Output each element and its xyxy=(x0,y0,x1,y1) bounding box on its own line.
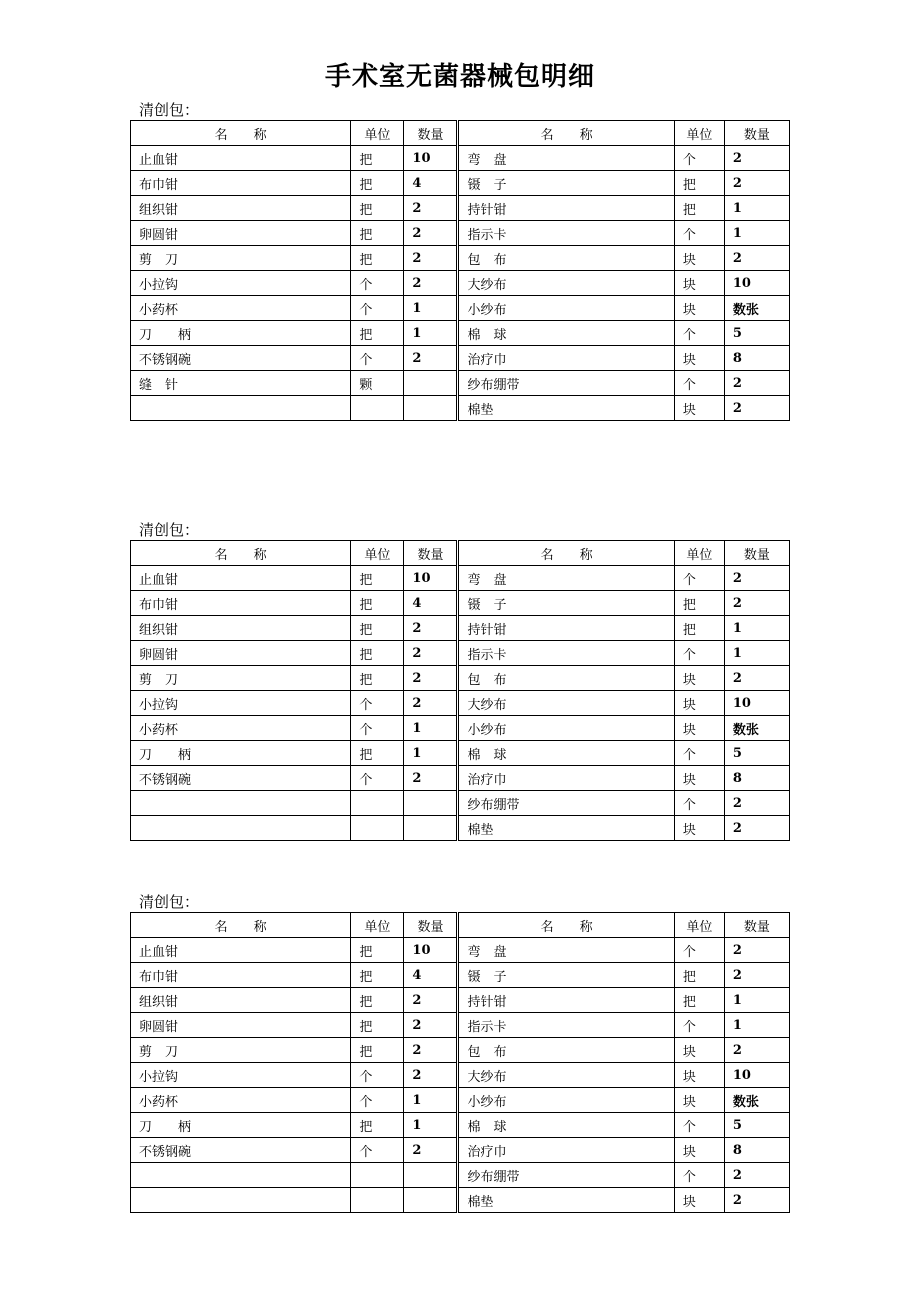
item-qty: 2 xyxy=(404,271,458,296)
item-unit: 块 xyxy=(674,1063,724,1088)
item-qty xyxy=(404,396,458,421)
header-unit: 单位 xyxy=(674,541,724,566)
item-name: 小药杯 xyxy=(131,296,351,321)
item-name: 棉 球 xyxy=(458,321,674,346)
item-name: 弯 盘 xyxy=(458,938,674,963)
item-unit: 个 xyxy=(674,1113,724,1138)
item-name: 剪 刀 xyxy=(131,246,351,271)
item-name: 不锈钢碗 xyxy=(131,346,351,371)
item-qty: 5 xyxy=(724,321,789,346)
table-row xyxy=(131,641,790,666)
item-unit: 把 xyxy=(674,196,724,221)
table-row xyxy=(131,296,790,321)
item-name: 持针钳 xyxy=(458,196,674,221)
item-name: 弯 盘 xyxy=(458,146,674,171)
item-name xyxy=(131,396,351,421)
item-qty xyxy=(404,816,458,841)
item-name: 不锈钢碗 xyxy=(131,1138,351,1163)
item-unit: 个 xyxy=(351,1063,404,1088)
instrument-table xyxy=(130,120,790,421)
item-unit: 个 xyxy=(351,716,404,741)
item-name xyxy=(131,816,351,841)
item-qty: 2 xyxy=(724,791,789,816)
item-name xyxy=(131,1163,351,1188)
item-qty: 2 xyxy=(724,816,789,841)
item-unit: 个 xyxy=(351,346,404,371)
item-unit: 把 xyxy=(351,221,404,246)
item-unit: 块 xyxy=(674,1088,724,1113)
item-qty: 1 xyxy=(404,321,458,346)
item-name: 棉垫 xyxy=(458,396,674,421)
item-unit: 把 xyxy=(674,591,724,616)
table-header-row xyxy=(131,121,790,146)
item-unit: 块 xyxy=(674,271,724,296)
table-row xyxy=(131,791,790,816)
table-row xyxy=(131,1038,790,1063)
header-qty: 数量 xyxy=(404,913,458,938)
item-qty: 8 xyxy=(724,1138,789,1163)
item-name: 指示卡 xyxy=(458,1013,674,1038)
item-unit: 把 xyxy=(674,963,724,988)
item-unit: 块 xyxy=(674,666,724,691)
item-unit: 个 xyxy=(674,1013,724,1038)
table-row xyxy=(131,1188,790,1213)
table-header-row xyxy=(131,541,790,566)
item-unit: 把 xyxy=(351,146,404,171)
section-label: 清创包： xyxy=(139,521,200,539)
item-qty: 10 xyxy=(724,271,789,296)
table-row xyxy=(131,171,790,196)
item-qty xyxy=(404,371,458,396)
table-row xyxy=(131,396,790,421)
item-unit: 块 xyxy=(674,296,724,321)
item-unit: 把 xyxy=(351,616,404,641)
table-row xyxy=(131,666,790,691)
item-qty: 10 xyxy=(404,566,458,591)
item-unit: 把 xyxy=(351,666,404,691)
header-qty: 数量 xyxy=(404,121,458,146)
item-unit: 个 xyxy=(674,791,724,816)
item-name: 布巾钳 xyxy=(131,171,351,196)
table-row xyxy=(131,346,790,371)
item-name: 不锈钢碗 xyxy=(131,766,351,791)
item-qty: 数张 xyxy=(724,1088,789,1113)
table-row xyxy=(131,246,790,271)
item-unit: 个 xyxy=(351,1088,404,1113)
item-name: 止血钳 xyxy=(131,566,351,591)
item-name: 大纱布 xyxy=(458,691,674,716)
item-name: 小纱布 xyxy=(458,716,674,741)
item-unit: 个 xyxy=(674,566,724,591)
item-name: 纱布绷带 xyxy=(458,371,674,396)
item-unit: 块 xyxy=(674,396,724,421)
item-qty: 1 xyxy=(404,741,458,766)
item-unit xyxy=(351,396,404,421)
item-unit: 颗 xyxy=(351,371,404,396)
item-unit: 块 xyxy=(674,246,724,271)
item-qty: 2 xyxy=(404,1038,458,1063)
item-unit: 块 xyxy=(674,816,724,841)
item-name: 镊 子 xyxy=(458,963,674,988)
item-qty: 2 xyxy=(724,1163,789,1188)
instrument-table xyxy=(130,912,790,1213)
item-qty: 2 xyxy=(404,691,458,716)
item-unit: 块 xyxy=(674,1038,724,1063)
table-row xyxy=(131,938,790,963)
item-qty: 2 xyxy=(404,1063,458,1088)
item-unit xyxy=(351,791,404,816)
item-name: 棉 球 xyxy=(458,1113,674,1138)
table-row xyxy=(131,716,790,741)
item-unit: 个 xyxy=(351,271,404,296)
item-name xyxy=(131,1188,351,1213)
item-qty: 1 xyxy=(404,716,458,741)
table-row xyxy=(131,146,790,171)
item-qty: 2 xyxy=(724,171,789,196)
item-qty: 2 xyxy=(404,988,458,1013)
item-name: 小药杯 xyxy=(131,716,351,741)
document-title: 手术室无菌器械包明细 xyxy=(324,62,595,92)
item-unit: 把 xyxy=(674,171,724,196)
item-qty: 10 xyxy=(404,938,458,963)
item-qty: 2 xyxy=(724,1038,789,1063)
item-qty: 数张 xyxy=(724,716,789,741)
item-name: 剪 刀 xyxy=(131,1038,351,1063)
item-unit: 块 xyxy=(674,766,724,791)
item-name: 棉 球 xyxy=(458,741,674,766)
item-unit: 把 xyxy=(351,1013,404,1038)
item-name: 包 布 xyxy=(458,666,674,691)
header-name: 名 称 xyxy=(131,913,351,938)
table-row xyxy=(131,1138,790,1163)
item-qty: 2 xyxy=(404,766,458,791)
item-qty: 4 xyxy=(404,171,458,196)
table-row xyxy=(131,691,790,716)
item-qty: 5 xyxy=(724,741,789,766)
item-unit: 块 xyxy=(674,346,724,371)
item-name: 纱布绷带 xyxy=(458,1163,674,1188)
item-name: 棉垫 xyxy=(458,816,674,841)
item-name: 镊 子 xyxy=(458,591,674,616)
item-unit: 把 xyxy=(351,591,404,616)
header-name: 名 称 xyxy=(131,121,351,146)
table-row xyxy=(131,321,790,346)
table-row xyxy=(131,766,790,791)
header-unit: 单位 xyxy=(674,913,724,938)
table-row xyxy=(131,988,790,1013)
item-name: 治疗巾 xyxy=(458,346,674,371)
item-qty: 1 xyxy=(724,196,789,221)
item-qty: 数张 xyxy=(724,296,789,321)
item-unit: 把 xyxy=(351,566,404,591)
table-row xyxy=(131,221,790,246)
item-unit: 把 xyxy=(674,988,724,1013)
item-name: 布巾钳 xyxy=(131,591,351,616)
item-name: 治疗巾 xyxy=(458,1138,674,1163)
header-unit: 单位 xyxy=(674,121,724,146)
item-name: 包 布 xyxy=(458,1038,674,1063)
header-qty: 数量 xyxy=(404,541,458,566)
item-name: 纱布绷带 xyxy=(458,791,674,816)
item-qty: 1 xyxy=(724,988,789,1013)
item-name: 卵圆钳 xyxy=(131,641,351,666)
item-unit: 个 xyxy=(674,146,724,171)
item-qty: 10 xyxy=(404,146,458,171)
item-name: 组织钳 xyxy=(131,616,351,641)
item-qty: 2 xyxy=(404,666,458,691)
item-name: 治疗巾 xyxy=(458,766,674,791)
item-qty: 5 xyxy=(724,1113,789,1138)
item-unit: 把 xyxy=(351,641,404,666)
item-unit: 把 xyxy=(351,988,404,1013)
item-qty: 2 xyxy=(724,1188,789,1213)
item-name: 小拉钩 xyxy=(131,1063,351,1088)
item-name: 小拉钩 xyxy=(131,271,351,296)
item-qty: 10 xyxy=(724,691,789,716)
table-row xyxy=(131,1013,790,1038)
item-name: 止血钳 xyxy=(131,146,351,171)
item-qty: 1 xyxy=(724,641,789,666)
header-unit: 单位 xyxy=(351,541,404,566)
item-qty: 2 xyxy=(724,566,789,591)
header-qty: 数量 xyxy=(724,121,789,146)
item-name: 小药杯 xyxy=(131,1088,351,1113)
item-name: 大纱布 xyxy=(458,271,674,296)
table-row xyxy=(131,741,790,766)
item-unit: 把 xyxy=(351,171,404,196)
item-qty: 2 xyxy=(404,346,458,371)
header-qty: 数量 xyxy=(724,913,789,938)
item-unit: 块 xyxy=(674,1188,724,1213)
item-unit: 个 xyxy=(351,691,404,716)
item-qty: 2 xyxy=(724,371,789,396)
item-unit: 把 xyxy=(674,616,724,641)
item-name: 持针钳 xyxy=(458,616,674,641)
item-qty: 2 xyxy=(724,938,789,963)
item-qty: 2 xyxy=(724,666,789,691)
item-unit: 个 xyxy=(351,766,404,791)
table-row xyxy=(131,566,790,591)
table-row xyxy=(131,616,790,641)
item-unit: 个 xyxy=(674,371,724,396)
item-unit: 个 xyxy=(674,221,724,246)
table-row xyxy=(131,196,790,221)
item-unit: 个 xyxy=(674,741,724,766)
item-unit: 把 xyxy=(351,321,404,346)
item-unit: 把 xyxy=(351,938,404,963)
item-qty: 2 xyxy=(724,246,789,271)
item-name: 包 布 xyxy=(458,246,674,271)
item-qty: 2 xyxy=(724,591,789,616)
item-unit: 个 xyxy=(674,641,724,666)
item-name: 镊 子 xyxy=(458,171,674,196)
item-unit: 个 xyxy=(674,938,724,963)
item-name: 刀 柄 xyxy=(131,1113,351,1138)
item-unit xyxy=(351,1188,404,1213)
item-qty xyxy=(404,1188,458,1213)
item-qty: 2 xyxy=(404,616,458,641)
item-qty: 2 xyxy=(404,1138,458,1163)
table-row xyxy=(131,1063,790,1088)
item-name: 组织钳 xyxy=(131,196,351,221)
item-qty: 8 xyxy=(724,346,789,371)
item-qty: 10 xyxy=(724,1063,789,1088)
item-qty: 1 xyxy=(724,616,789,641)
item-unit: 把 xyxy=(351,1038,404,1063)
item-qty: 2 xyxy=(404,1013,458,1038)
item-unit: 把 xyxy=(351,963,404,988)
item-name: 小拉钩 xyxy=(131,691,351,716)
item-unit: 块 xyxy=(674,1138,724,1163)
item-name: 小纱布 xyxy=(458,1088,674,1113)
item-unit xyxy=(351,1163,404,1188)
item-qty: 1 xyxy=(404,296,458,321)
item-name: 刀 柄 xyxy=(131,741,351,766)
table-row xyxy=(131,963,790,988)
item-unit: 个 xyxy=(351,1138,404,1163)
table-row xyxy=(131,271,790,296)
item-unit: 块 xyxy=(674,691,724,716)
table-row xyxy=(131,1113,790,1138)
header-name: 名 称 xyxy=(458,121,674,146)
item-unit xyxy=(351,816,404,841)
item-name: 刀 柄 xyxy=(131,321,351,346)
item-name: 卵圆钳 xyxy=(131,1013,351,1038)
item-unit: 把 xyxy=(351,741,404,766)
item-name: 卵圆钳 xyxy=(131,221,351,246)
table-row xyxy=(131,1088,790,1113)
item-name: 指示卡 xyxy=(458,641,674,666)
section-label: 清创包： xyxy=(139,893,200,911)
item-qty: 4 xyxy=(404,963,458,988)
item-name: 指示卡 xyxy=(458,221,674,246)
item-qty: 8 xyxy=(724,766,789,791)
item-unit: 个 xyxy=(674,321,724,346)
item-qty: 2 xyxy=(404,246,458,271)
header-name: 名 称 xyxy=(131,541,351,566)
header-qty: 数量 xyxy=(724,541,789,566)
item-qty: 1 xyxy=(404,1088,458,1113)
item-name: 组织钳 xyxy=(131,988,351,1013)
table-row xyxy=(131,591,790,616)
item-unit: 个 xyxy=(674,1163,724,1188)
section-label: 清创包： xyxy=(139,101,200,119)
table-row xyxy=(131,1163,790,1188)
item-qty: 2 xyxy=(724,146,789,171)
table-row xyxy=(131,371,790,396)
header-unit: 单位 xyxy=(351,913,404,938)
item-name xyxy=(131,791,351,816)
item-unit: 把 xyxy=(351,1113,404,1138)
item-unit: 把 xyxy=(351,196,404,221)
item-name: 持针钳 xyxy=(458,988,674,1013)
item-name: 剪 刀 xyxy=(131,666,351,691)
header-name: 名 称 xyxy=(458,913,674,938)
table-header-row xyxy=(131,913,790,938)
item-name: 止血钳 xyxy=(131,938,351,963)
item-unit: 块 xyxy=(674,716,724,741)
item-unit: 把 xyxy=(351,246,404,271)
header-name: 名 称 xyxy=(458,541,674,566)
instrument-table xyxy=(130,540,790,841)
header-unit: 单位 xyxy=(351,121,404,146)
item-unit: 个 xyxy=(351,296,404,321)
item-qty: 2 xyxy=(724,396,789,421)
item-name: 小纱布 xyxy=(458,296,674,321)
item-name: 大纱布 xyxy=(458,1063,674,1088)
item-qty: 4 xyxy=(404,591,458,616)
item-qty: 2 xyxy=(404,641,458,666)
item-name: 布巾钳 xyxy=(131,963,351,988)
item-name: 棉垫 xyxy=(458,1188,674,1213)
item-name: 弯 盘 xyxy=(458,566,674,591)
item-qty: 2 xyxy=(404,196,458,221)
item-name: 缝 针 xyxy=(131,371,351,396)
item-qty: 1 xyxy=(724,1013,789,1038)
item-qty xyxy=(404,1163,458,1188)
item-qty xyxy=(404,791,458,816)
table-row xyxy=(131,816,790,841)
item-qty: 2 xyxy=(404,221,458,246)
item-qty: 1 xyxy=(404,1113,458,1138)
item-qty: 1 xyxy=(724,221,789,246)
item-qty: 2 xyxy=(724,963,789,988)
